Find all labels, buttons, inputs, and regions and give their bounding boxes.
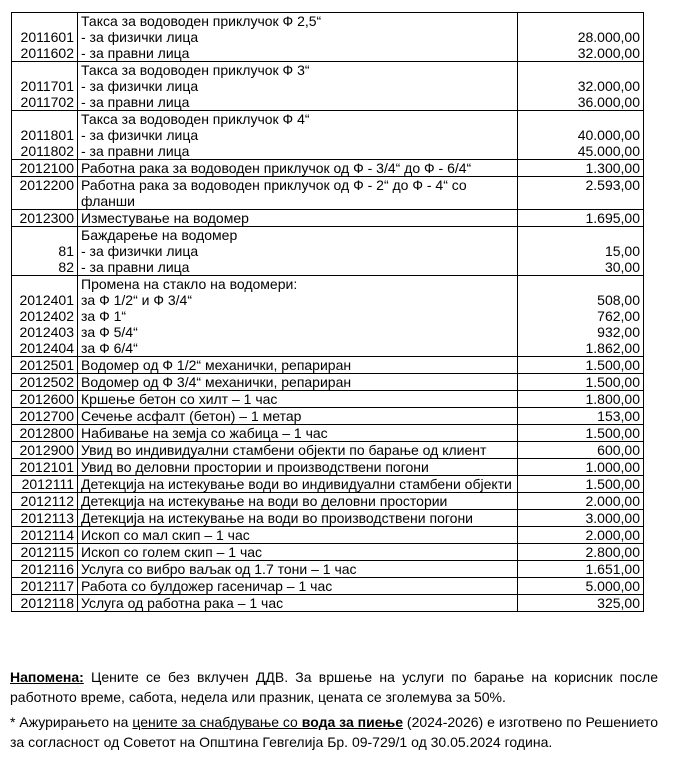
item-price: 2.593,00	[585, 177, 640, 193]
item-description-cell	[78, 408, 518, 425]
item-price-cell	[518, 111, 644, 160]
item-description: Детекција на истекување на води во деловни простории	[81, 493, 448, 509]
item-code: 82	[58, 259, 74, 275]
item-price	[521, 13, 640, 29]
table-row	[12, 561, 644, 578]
item-price: 15,00	[604, 243, 640, 259]
item-price-cell	[518, 476, 644, 493]
item-description-cell	[78, 111, 518, 160]
item-description-cell	[78, 227, 518, 276]
item-code-cell	[12, 177, 78, 210]
item-code-cell	[12, 493, 78, 510]
item-description: Детекција на истекување води во индивидуални стамбени објекти	[81, 476, 512, 492]
item-code	[15, 111, 74, 127]
item-code-cell	[12, 459, 78, 476]
item-code-cell	[12, 276, 78, 357]
item-description: Работна рака за водоводен приклучок од Ф - 2“ до Ф - 4“ со фланши	[81, 177, 467, 209]
item-description: - за физички лица	[81, 29, 199, 45]
item-code: 2011702	[20, 94, 74, 110]
note-text: Цените се без вклучен ДДВ. За вршење на услуги по барање на корисник после работното време, сабота, недела или празник, цената се зголемува за 50%.	[10, 669, 658, 705]
item-price-cell	[518, 408, 644, 425]
item-price: 1.862,00	[585, 340, 640, 356]
table-row	[12, 595, 644, 612]
item-code: 81	[58, 243, 74, 259]
item-description: Водомер од Ф 3/4“ механички, репариран	[81, 374, 352, 390]
item-description: за Ф 1/2“ и Ф 3/4“	[81, 292, 193, 308]
table-row	[12, 493, 644, 510]
item-code: 2011701	[20, 78, 74, 94]
footnote-bold-underlined: вода за пиење	[301, 714, 403, 730]
item-code-cell	[12, 357, 78, 374]
item-price-cell	[518, 442, 644, 459]
item-code-cell	[12, 578, 78, 595]
item-code: 2012200	[19, 177, 74, 193]
item-code-cell	[12, 210, 78, 227]
item-code: 2012800	[19, 425, 74, 441]
item-description-cell	[78, 357, 518, 374]
item-code: 2012115	[20, 544, 74, 560]
item-price-cell	[518, 510, 644, 527]
item-description: Изместување на водомер	[81, 210, 249, 226]
item-price-cell	[518, 527, 644, 544]
item-code: 2012113	[20, 510, 74, 526]
item-code	[15, 62, 74, 78]
item-description: - за правни лица	[81, 259, 190, 275]
item-price: 1.000,00	[585, 459, 640, 475]
item-code-cell	[12, 561, 78, 578]
item-price	[521, 111, 640, 127]
item-description: Баждарење на водомер	[81, 227, 238, 243]
item-code: 2012100	[19, 160, 74, 176]
item-code: 2012404	[19, 340, 74, 356]
item-description: Ископ со мал скип – 1 час	[81, 527, 250, 543]
table-row	[12, 357, 644, 374]
item-price-cell	[518, 227, 644, 276]
item-price: 932,00	[597, 324, 640, 340]
item-description: Услуга од работна рака – 1 час	[81, 595, 284, 611]
item-price-cell	[518, 595, 644, 612]
item-description-cell	[78, 578, 518, 595]
item-description-cell	[78, 510, 518, 527]
table-row	[12, 276, 644, 357]
item-description: Увид во деловни простории и производствени погони	[81, 459, 429, 475]
item-price-cell	[518, 62, 644, 111]
item-code-cell	[12, 425, 78, 442]
footnote-underlined: цените за снабдување со	[132, 714, 302, 730]
item-price: 2.000,00	[585, 493, 640, 509]
item-price-cell	[518, 13, 644, 62]
item-description-cell	[78, 276, 518, 357]
item-code-cell	[12, 544, 78, 561]
item-code	[15, 227, 74, 243]
table-row	[12, 459, 644, 476]
item-code: 2012117	[20, 578, 74, 594]
item-description: за Ф 6/4“	[81, 340, 138, 356]
item-description: Услуга со вибро ваљак од 1.7 тони – 1 час	[81, 561, 357, 577]
item-price: 3.000,00	[585, 510, 640, 526]
table-row	[12, 425, 644, 442]
item-price: 2.000,00	[585, 527, 640, 543]
item-code: 2012900	[19, 442, 74, 458]
item-code-cell	[12, 160, 78, 177]
item-price: 2.800,00	[585, 544, 640, 560]
item-code-cell	[12, 510, 78, 527]
item-code	[15, 13, 74, 29]
table-row	[12, 527, 644, 544]
item-description: Детекција на истекување на води во производствени погони	[81, 510, 474, 526]
item-description-cell	[78, 425, 518, 442]
item-price: 45.000,00	[577, 143, 640, 159]
item-description-cell	[78, 493, 518, 510]
item-price: 1.500,00	[585, 357, 640, 373]
item-description: Набивање на земја со жабица – 1 час	[81, 425, 328, 441]
item-code: 2012118	[20, 595, 74, 611]
item-price: 1.500,00	[585, 476, 640, 492]
table-row	[12, 13, 644, 62]
item-description: - за правни лица	[81, 45, 190, 61]
item-description: - за физички лица	[81, 243, 199, 259]
item-price	[521, 227, 640, 243]
item-code-cell	[12, 476, 78, 493]
item-price: 1.800,00	[585, 391, 640, 407]
item-price-cell	[518, 374, 644, 391]
table-row	[12, 62, 644, 111]
item-price: 1.651,00	[585, 561, 640, 577]
item-price: 5.000,00	[585, 578, 640, 594]
item-description-cell	[78, 374, 518, 391]
item-code	[15, 276, 74, 292]
item-code: 2012403	[19, 324, 74, 340]
item-description-cell	[78, 595, 518, 612]
table-row	[12, 374, 644, 391]
item-price	[521, 62, 640, 78]
item-description: Промена на стакло на водомери:	[81, 276, 298, 292]
item-description: - за правни лица	[81, 143, 190, 159]
table-row	[12, 210, 644, 227]
item-description-cell	[78, 459, 518, 476]
item-code: 2012101	[19, 459, 74, 475]
item-code: 2012402	[19, 308, 74, 324]
item-description: - за правни лица	[81, 94, 190, 110]
item-code-cell	[12, 527, 78, 544]
item-description: Работна рака за водоводен приклучок од Ф - 3/4“ до Ф - 6/4“	[81, 160, 472, 176]
item-code: 2012114	[20, 527, 74, 543]
item-code-cell	[12, 111, 78, 160]
item-description: Такса за водоводен приклучок Ф 3“	[81, 62, 310, 78]
footnote-paragraph	[10, 712, 658, 752]
item-price: 508,00	[597, 292, 640, 308]
item-price: 1.500,00	[585, 374, 640, 390]
item-code-cell	[12, 13, 78, 62]
table-row	[12, 227, 644, 276]
item-price-cell	[518, 425, 644, 442]
table-row	[12, 476, 644, 493]
footnote-suffix: (2024-2026) е изготвено по Решението за согласност од Советот на Општина Гевгелија Бр. 09-729/1 од 30.05.2024 година.	[10, 714, 658, 750]
item-code-cell	[12, 442, 78, 459]
item-description-cell	[78, 177, 518, 210]
item-price-cell	[518, 493, 644, 510]
item-price	[521, 276, 640, 292]
item-code: 2012502	[19, 374, 74, 390]
table-row	[12, 544, 644, 561]
item-price-cell	[518, 578, 644, 595]
item-description: за Ф 5/4“	[81, 324, 138, 340]
table-row	[12, 510, 644, 527]
item-code-cell	[12, 595, 78, 612]
item-price: 1.695,00	[585, 210, 640, 226]
item-code-cell	[12, 227, 78, 276]
table-row	[12, 111, 644, 160]
item-description: Такса за водоводен приклучок Ф 4“	[81, 111, 310, 127]
item-code-cell	[12, 408, 78, 425]
item-description-cell	[78, 442, 518, 459]
table-row	[12, 177, 644, 210]
item-description-cell	[78, 544, 518, 561]
item-price: 36.000,00	[577, 94, 640, 110]
item-price-cell	[518, 177, 644, 210]
item-description: Сечење асфалт (бетон) – 1 метар	[81, 408, 302, 424]
item-price: 1.300,00	[585, 160, 640, 176]
item-code: 2012116	[20, 561, 74, 577]
item-price: 30,00	[604, 259, 640, 275]
item-price: 153,00	[597, 408, 640, 424]
item-code-cell	[12, 391, 78, 408]
item-description-cell	[78, 160, 518, 177]
item-code: 2012700	[19, 408, 74, 424]
item-code: 2012600	[19, 391, 74, 407]
item-price: 325,00	[597, 595, 640, 611]
item-code: 2011801	[20, 127, 74, 143]
item-code: 2011601	[20, 29, 74, 45]
table-row	[12, 442, 644, 459]
item-code: 2012112	[20, 493, 74, 509]
item-price-cell	[518, 391, 644, 408]
item-code: 2012111	[21, 476, 74, 492]
note-paragraph	[10, 667, 658, 707]
item-price: 600,00	[597, 442, 640, 458]
item-code: 2012300	[19, 210, 74, 226]
item-price: 40.000,00	[577, 127, 640, 143]
item-description-cell	[78, 13, 518, 62]
table-row	[12, 160, 644, 177]
item-price-cell	[518, 459, 644, 476]
item-code: 2011802	[20, 143, 74, 159]
item-description-cell	[78, 391, 518, 408]
table-row	[12, 391, 644, 408]
item-description: - за физички лица	[81, 78, 199, 94]
item-price-cell	[518, 160, 644, 177]
footnote-prefix: * Ажурирањето на	[10, 714, 133, 730]
item-description-cell	[78, 476, 518, 493]
price-table	[11, 12, 644, 612]
item-price: 762,00	[597, 308, 640, 324]
item-code-cell	[12, 62, 78, 111]
item-price: 1.500,00	[585, 425, 640, 441]
item-description: Кршење бетон со хилт – 1 час	[81, 391, 278, 407]
item-description: Ископ со голем скип – 1 час	[81, 544, 263, 560]
item-description-cell	[78, 210, 518, 227]
item-price-cell	[518, 276, 644, 357]
item-price-cell	[518, 210, 644, 227]
item-code: 2012501	[19, 357, 74, 373]
item-code: 2011602	[20, 45, 74, 61]
table-row	[12, 578, 644, 595]
table-row	[12, 408, 644, 425]
item-description-cell	[78, 561, 518, 578]
price-table-body	[12, 13, 644, 612]
item-description: Работа со булдожер гасеничар – 1 час	[81, 578, 333, 594]
item-description: Такса за водоводен приклучок Ф 2,5“	[81, 13, 322, 29]
item-price: 28.000,00	[577, 29, 640, 45]
item-price-cell	[518, 544, 644, 561]
note-label: Напомена:	[10, 669, 84, 685]
item-code-cell	[12, 374, 78, 391]
item-description: Увид во индивидуални стамбени објекти по барање од клиент	[81, 442, 487, 458]
item-description: Водомер од Ф 1/2“ механички, репариран	[81, 357, 352, 373]
item-price-cell	[518, 561, 644, 578]
item-price: 32.000,00	[577, 45, 640, 61]
item-description: за Ф 1“	[81, 308, 127, 324]
item-description-cell	[78, 527, 518, 544]
item-code: 2012401	[19, 292, 74, 308]
item-description: - за физички лица	[81, 127, 199, 143]
item-description-cell	[78, 62, 518, 111]
item-price-cell	[518, 357, 644, 374]
item-price: 32.000,00	[577, 78, 640, 94]
